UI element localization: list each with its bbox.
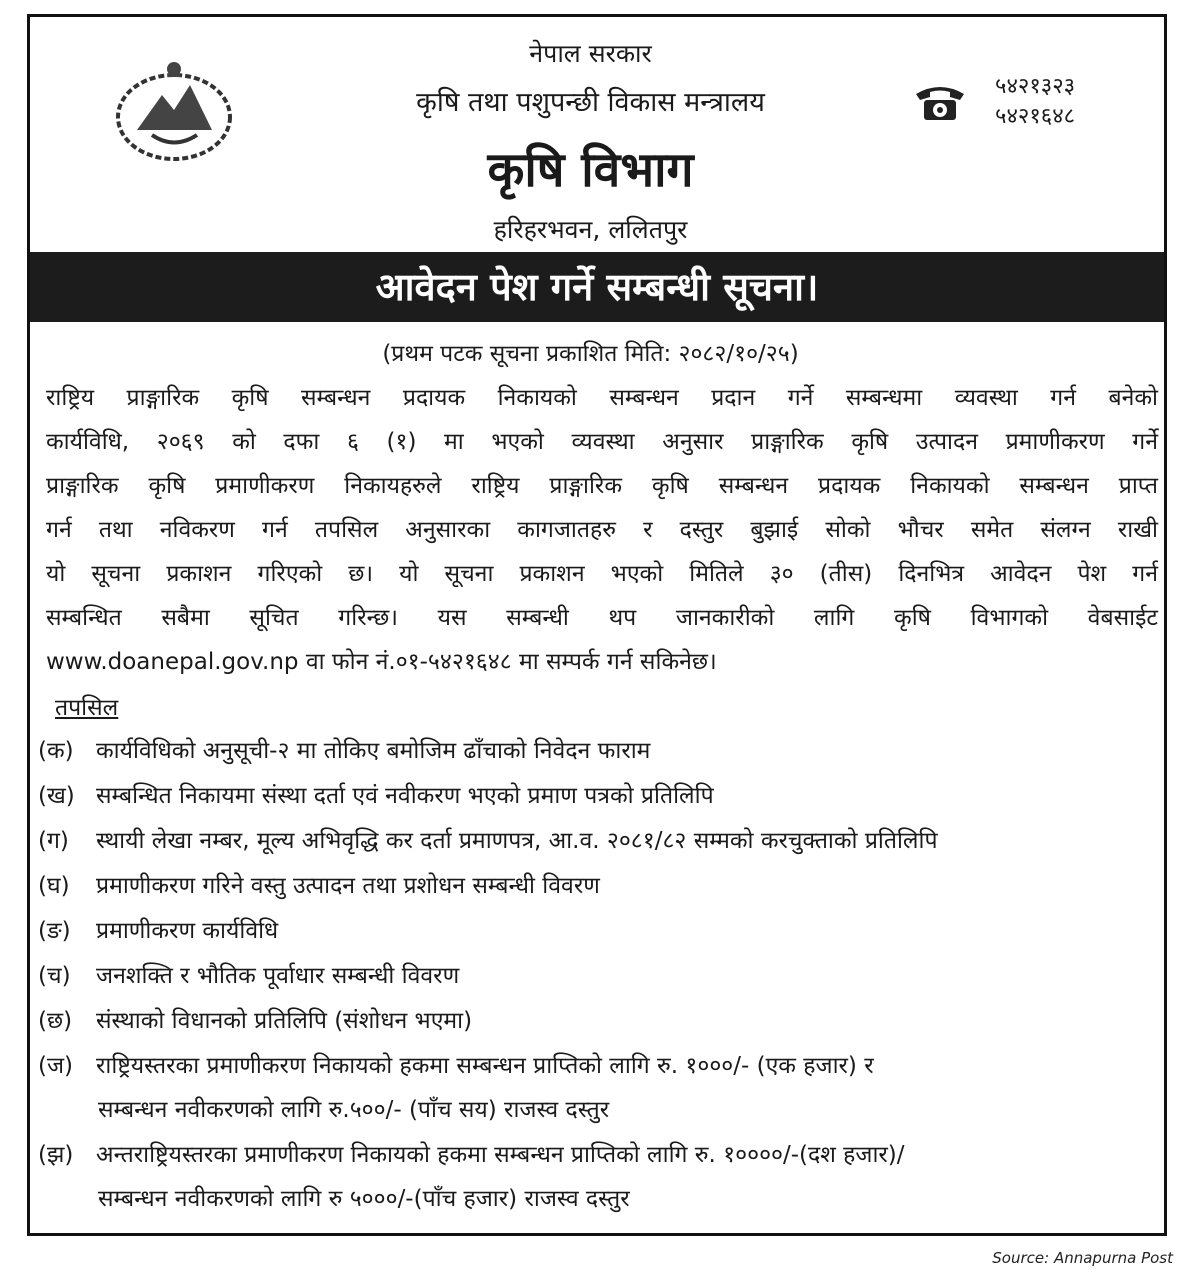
body-line-website: www.doanepal.gov.np वा फोन नं.०१-५४२१६४८ मा सम्पर्क गर्न सकिनेछ। [46, 649, 717, 675]
item-marker: (ज) [38, 1053, 74, 1079]
phone-number: ५४२१६४८ [995, 104, 1076, 129]
list-item [38, 1003, 472, 1035]
list-item-continuation: सम्बन्धन नवीकरणको लागि रु.५००/- (पाँच सय) राजस्व दस्तुर [98, 1097, 610, 1123]
list-item [38, 868, 600, 900]
body-line: कार्यविधि, २०६९ को दफा ६ (१) मा भएको व्यवस्था अनुसार प्राङ्गारिक कृषि उत्पादन प्रमाणीकरण गर्ने [46, 429, 1158, 455]
item-text: जनशक्ति र भौतिक पूर्वाधार सम्बन्धी विवरण [96, 963, 460, 989]
item-text: कार्यविधिको अनुसूची-२ मा तोकिए बमोजिम ढाँचाको निवेदन फाराम [96, 738, 651, 764]
department-address: हरिहरभवन, ललितपुर [493, 215, 688, 244]
ministry-name: कृषि तथा पशुपन्छी विकास मन्त्रालय [416, 87, 765, 118]
item-marker: (घ) [38, 873, 70, 899]
phone-numbers [995, 72, 1075, 132]
list-item [38, 958, 459, 990]
source-credit: Source: Annapurna Post [992, 1249, 1173, 1267]
list-item [38, 778, 714, 810]
department-name: कृषि विभाग [487, 142, 694, 198]
item-marker: (ङ) [38, 918, 71, 944]
item-marker: (क) [38, 738, 74, 764]
item-marker: (च) [38, 963, 71, 989]
item-marker: (ख) [38, 783, 75, 809]
body-line: प्राङ्गारिक कृषि प्रमाणीकरण निकायहरुले राष्ट्रिय प्राङ्गारिक कृषि सम्बन्धन प्रदायक निकायको सम्बन्धन प्राप्त [46, 473, 1158, 499]
item-text: सम्बन्धित निकायमा संस्था दर्ता एवं नवीकरण भएको प्रमाण पत्रको प्रतिलिपि [96, 783, 714, 809]
tapsil-heading: तपसिल [55, 695, 119, 721]
phone-number: ५४२१३२३ [995, 74, 1076, 99]
body-line: सम्बन्धित सबैमा सूचित गरिन्छ। यस सम्बन्धी थप जानकारीको लागि कृषि विभागको वेबसाईट [46, 605, 1158, 631]
list-item-continuation: सम्बन्धन नवीकरणको लागि रु ५०००/-(पाँच हजार) राजस्व दस्तुर [98, 1186, 630, 1212]
item-text: प्रमाणीकरण कार्यविधि [96, 918, 279, 944]
telephone-icon [912, 80, 968, 124]
list-item [38, 913, 278, 945]
government-name: नेपाल सरकार [529, 39, 652, 68]
body-line: राष्ट्रिय प्राङ्गारिक कृषि सम्बन्धन प्रदायक निकायको सम्बन्धन प्रदान गर्ने सम्बन्धमा व्यवस्था गर्न बनेको [46, 385, 1158, 411]
item-text: प्रमाणीकरण गरिने वस्तु उत्पादन तथा प्रशोधन सम्बन्धी विवरण [96, 873, 600, 899]
item-text: संस्थाको विधानको प्रतिलिपि (संशोधन भएमा) [96, 1008, 473, 1034]
item-text: अन्तराष्ट्रियस्तरका प्रमाणीकरण निकायको हकमा सम्बन्धन प्राप्तिको लागि रु. १००००/-(दश हजार)/ [96, 1142, 905, 1168]
item-marker: (ग) [38, 828, 69, 854]
item-text: स्थायी लेखा नम्बर, मूल्य अभिवृद्धि कर दर्ता प्रमाणपत्र, आ.व. २०८१/८२ सम्मको करचुक्ताको प्रतिलिपि [96, 828, 938, 854]
notice-title-banner: आवेदन पेश गर्ने सम्बन्धी सूचना। [30, 252, 1164, 322]
list-item [38, 733, 650, 765]
body-line: यो सूचना प्रकाशन गरिएको छ। यो सूचना प्रकाशन भएको मितिले ३० (तीस) दिनभित्र आवेदन पेश गर्न [46, 561, 1158, 587]
item-marker: (छ) [38, 1008, 73, 1034]
body-line: गर्न तथा नविकरण गर्न तपसिल अनुसारका कागजातहरु र दस्तुर बुझाई सोको भौचर समेत संलग्न राखी [46, 517, 1158, 543]
item-marker: (झ) [38, 1142, 74, 1168]
list-item [38, 1137, 905, 1169]
item-text: राष्ट्रियस्तरका प्रमाणीकरण निकायको हकमा सम्बन्धन प्राप्तिको लागि रु. १०००/- (एक हजार) र [96, 1053, 874, 1079]
list-item [38, 1048, 874, 1080]
publication-date: (प्रथम पटक सूचना प्रकाशित मिति: २०८२/१०/२५) [382, 341, 799, 367]
list-item [38, 823, 938, 855]
